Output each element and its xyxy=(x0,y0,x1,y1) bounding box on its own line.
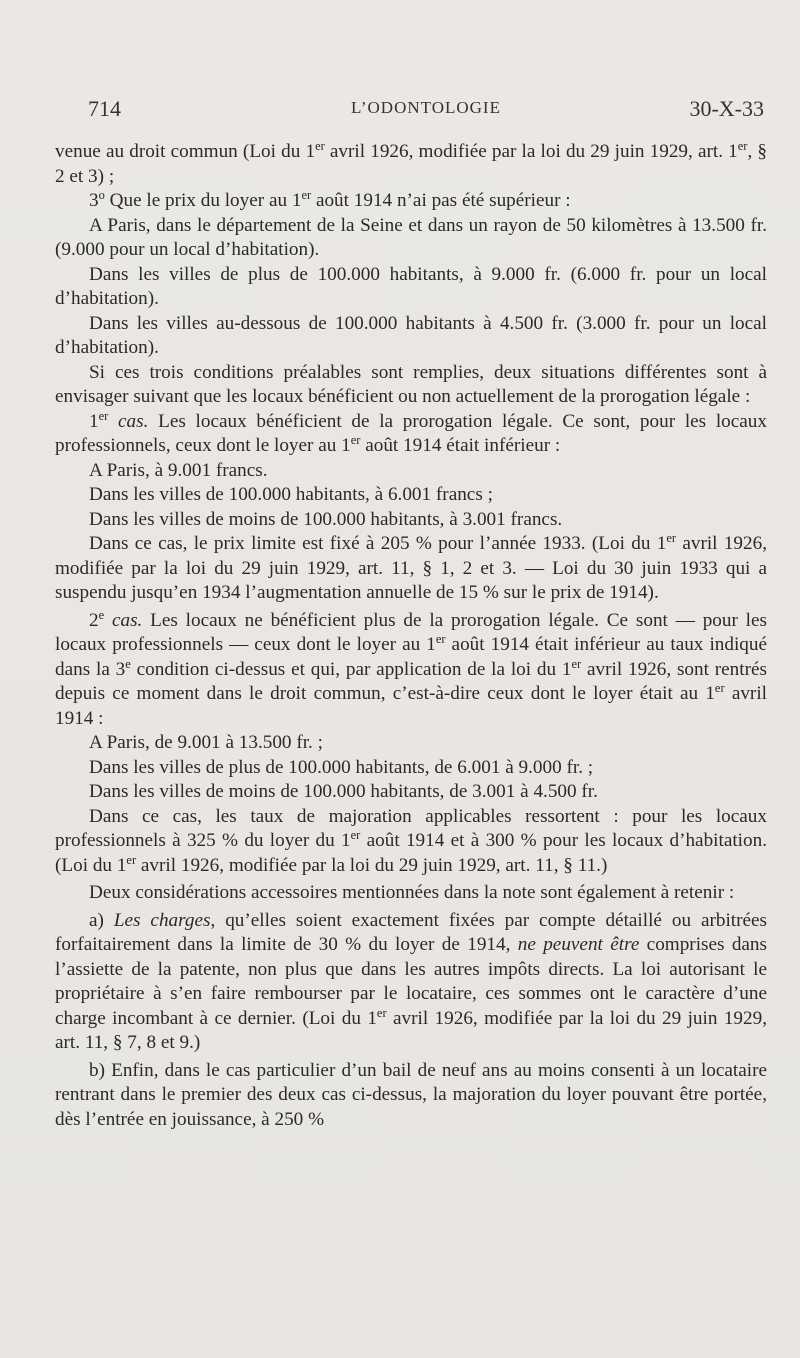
body-text xyxy=(55,140,767,1132)
paragraph: Si ces trois conditions préalables sont remplies, deux situations différentes sont à envisager suivant que les locaux bénéficient ou non actuellement de la prorogation légale : xyxy=(55,361,767,407)
issue-date: 30-X-33 xyxy=(689,96,764,121)
paragraph: Dans ce cas, les taux de majoration applicables ressortent : pour les locaux professionnels à 325 % du loyer du 1er août 1914 et à 300 % pour les locaux d’habitation. (Loi du 1er avril 1926, modifiée par la loi du 29 juin 1929, art. 11, § 11.) xyxy=(55,805,767,876)
running-header xyxy=(88,96,764,124)
paragraph: Dans les villes de moins de 100.000 habitants, à 3.001 francs. xyxy=(89,508,563,530)
paragraph: Dans les villes de plus de 100.000 habitants, à 9.000 fr. (6.000 fr. pour un local d’habitation). xyxy=(55,263,767,309)
paragraph: Dans les villes de 100.000 habitants, à 6.001 francs ; xyxy=(89,484,493,505)
paragraph: venue au droit commun (Loi du 1er avril 1926, modifiée par la loi du 29 juin 1929, art. 1er, § 2 et 3) ; xyxy=(55,139,767,187)
paragraph: 1er cas. Les locaux bénéficient de la prorogation légale. Ce sont, pour les locaux professionnels, ceux dont le loyer au 1er août 1914 était inférieur : xyxy=(55,408,767,456)
paragraph: A Paris, à 9.001 francs. xyxy=(89,459,268,481)
paragraph: A Paris, de 9.001 à 13.500 fr. ; xyxy=(89,732,323,753)
paragraph: b) Enfin, dans le cas particulier d’un bail de neuf ans au moins consenti à un locataire rentrant dans le premier des deux cas ci-dessus, la majoration du loyer pouvant être portée, dès l’entrée en jouissance, à 250 % xyxy=(55,1059,767,1130)
paragraph: Dans ce cas, le prix limite est fixé à 205 % pour l’année 1933. (Loi du 1er avril 1926, modifiée par la loi du 29 juin 1929, art. 11, § 1, 2 et 3. — Loi du 30 juin 1933 qui a suspendu jusqu’en 1934 l’augmentation annuelle de 15 % sur le prix de 1914). xyxy=(55,531,767,603)
page-number: 714 xyxy=(88,96,121,121)
paragraph: 2e cas. Les locaux ne bénéficient plus de la prorogation légale. Ce sont — pour les locaux professionnels — ceux dont le loyer au 1er août 1914 était inférieur au taux indiqué dans la 3e condition ci-dessus et qui, par application de la loi du 1er avril 1926, sont rentrés depuis ce moment dans le droit commun, c’est-à-dire ceux dont le loyer était au 1er avril 1914 : xyxy=(55,607,768,729)
paragraph: Dans les villes au-dessous de 100.000 habitants à 4.500 fr. (3.000 fr. pour un local d’habitation). xyxy=(55,312,767,358)
paragraph: Dans les villes de moins de 100.000 habitants, de 3.001 à 4.500 fr. xyxy=(89,781,598,802)
paragraph: 3$^o$ Que le prix du loyer au 1er août 1914 n’ai pas été supérieur : xyxy=(89,188,571,211)
paragraph: A Paris, dans le département de la Seine et dans un rayon de 50 kilomètres à 13.500 fr. (9.000 pour un local d’habitation). xyxy=(55,214,767,260)
paragraph: a) Les charges, qu’elles soient exactement fixées par compte détaillé ou arbitrées forfaitairement dans la limite de 30 % du loyer de 1914, ne peuvent être comprises dans l’assiette de la patente, non plus que dans les autres impôts directs. La loi autorisant le propriétaire à s’en faire rembourser par le locataire, ces sommes ont le caractère d’une charge incombant à ce dernier. (Loi du 1er avril 1926, modifiée par la loi du 29 juin 1929, art. 11, § 7, 8 et 9.) xyxy=(55,909,768,1053)
paragraph: Deux considérations accessoires mentionnées dans la note sont également à retenir : xyxy=(89,882,735,903)
paragraph: Dans les villes de plus de 100.000 habitants, de 6.001 à 9.000 fr. ; xyxy=(89,756,594,778)
journal-title: L’ODONTOLOGIE xyxy=(351,98,501,117)
